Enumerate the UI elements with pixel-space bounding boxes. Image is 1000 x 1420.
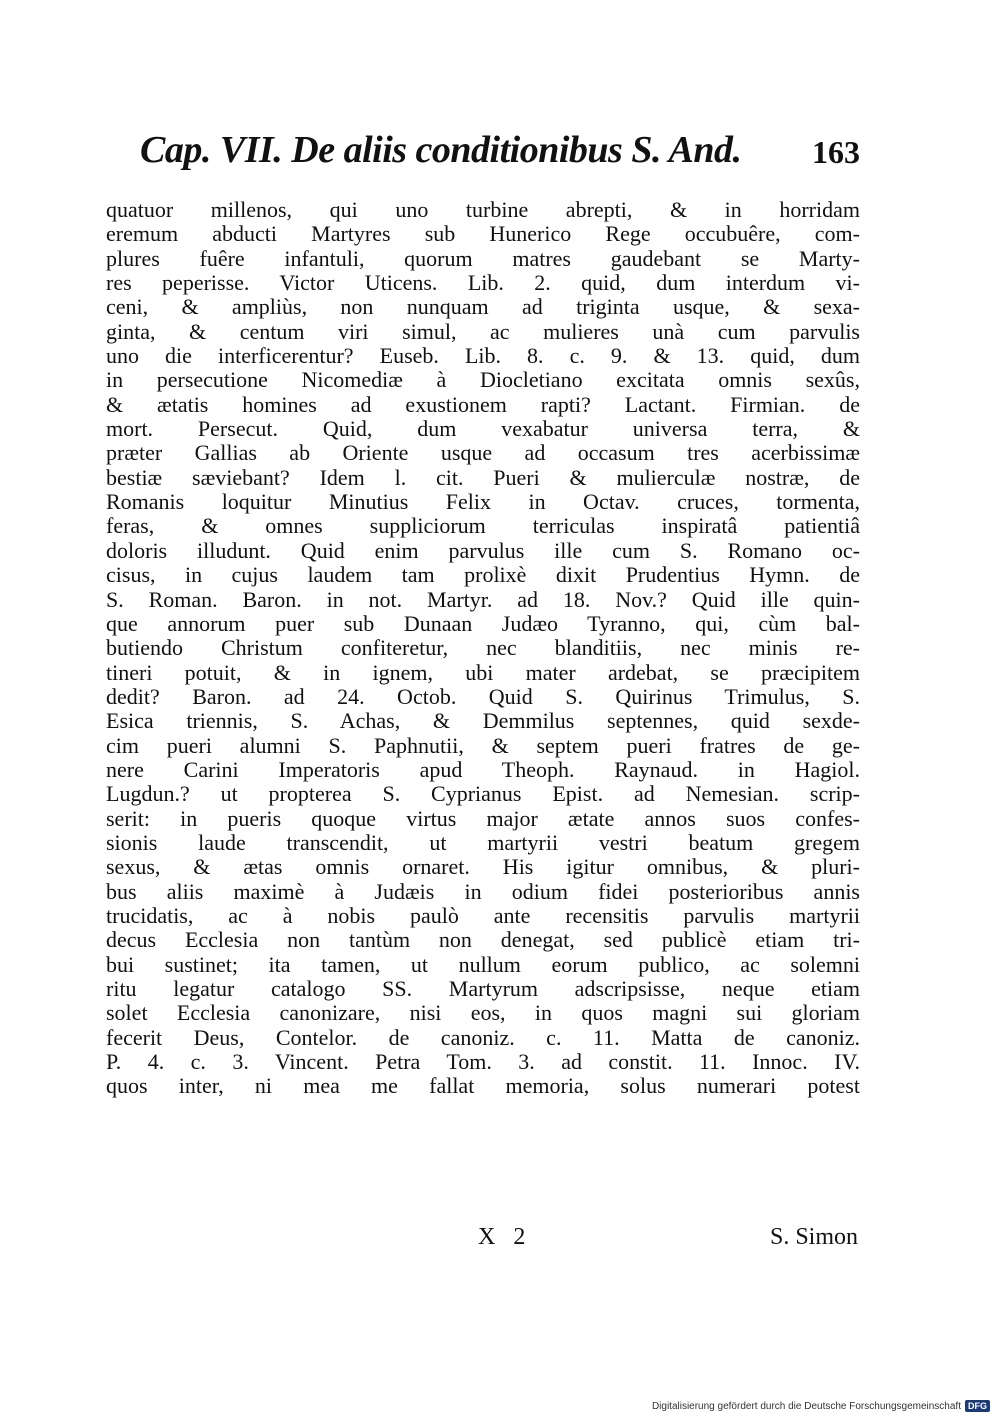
text-line: uno die interficerentur? Euseb. Lib. 8. c. 9. & 13. quid, dum	[106, 344, 860, 369]
text-line: cisus, in cujus laudem tam prolixè dixit Prudentius Hymn. de	[106, 563, 860, 588]
text-line: butiendo Christum confiteretur, nec blanditiis, nec minis re-	[106, 636, 860, 661]
credit-text: Digitalisierung gefördert durch die Deutsche Forschungsgemeinschaft	[651, 1400, 961, 1412]
text-line: bui sustinet; ita tamen, ut nullum eorum publico, ac solemni	[106, 952, 860, 977]
digitization-credit	[652, 1400, 990, 1412]
body-text	[106, 198, 860, 1099]
text-line: in persecutione Nicomediæ à Diocletiano excitata omnis sexûs,	[106, 368, 860, 393]
text-line: Lugdun.? ut propterea S. Cyprianus Epist. ad Nemesian. scrip-	[106, 782, 860, 807]
text-line: solet Ecclesia canonizare, nisi eos, in quos magni sui gloriam	[106, 1001, 860, 1026]
text-line: cim pueri alumni S. Paphnutii, & septem pueri fratres de ge-	[106, 733, 860, 758]
text-line: præter Gallias ab Oriente usque ad occasum tres acerbissimæ	[106, 441, 860, 466]
text-line: ginta, & centum viri simul, ac mulieres unà cum parvulis	[106, 319, 860, 344]
text-line: dedit? Baron. ad 24. Octob. Quid S. Quirinus Trimulus, S.	[106, 684, 860, 709]
text-line: sexus, & ætas omnis ornaret. His igitur omnibus, & pluri-	[106, 855, 860, 880]
text-line: S. Roman. Baron. in not. Martyr. ad 18. Nov.? Quid ille quin-	[106, 587, 860, 612]
running-title: Cap. VII. De aliis conditionibus S. And.	[140, 129, 742, 171]
text-line: quatuor millenos, qui uno turbine abrepti, & in horridam	[106, 198, 860, 222]
text-line: bus aliis maximè à Judæis in odium fidei posterioribus annis	[106, 879, 860, 904]
text-line: sionis laude transcendit, ut martyrii vestri beatum gregem	[106, 830, 860, 855]
text-line: Esica triennis, S. Achas, & Demmilus septennes, quid sexde-	[106, 709, 860, 734]
text-line: res peperisse. Victor Uticens. Lib. 2. quid, dum interdum vi-	[106, 271, 860, 296]
text-line: eremum abducti Martyres sub Hunerico Rege occubuêre, com-	[106, 222, 860, 247]
text-line: doloris illudunt. Quid enim parvulus ille cum S. Romano oc-	[106, 538, 860, 563]
catchword: S. Simon	[769, 1224, 858, 1250]
text-line: mort. Persecut. Quid, dum vexabatur universa terra, &	[106, 417, 860, 442]
text-line: P. 4. c. 3. Vincent. Petra Tom. 3. ad constit. 11. Innoc. IV.	[106, 1050, 860, 1075]
text-line: que annorum puer sub Dunaan Judæo Tyranno, qui, cùm bal-	[106, 611, 860, 636]
text-line: ceni, & ampliùs, non nunquam ad triginta usque, & sexa-	[106, 295, 860, 320]
dfg-logo: DFG	[965, 1400, 990, 1412]
text-line: trucidatis, ac à nobis paulò ante recensitis parvulis martyrii	[106, 903, 860, 928]
text-line: ritu legatur catalogo SS. Martyrum adscripsisse, neque etiam	[106, 977, 860, 1001]
signature-mark: X 2	[478, 1224, 532, 1250]
text-line: decus Ecclesia non tantùm non denegat, sed publicè etiam tri-	[106, 928, 860, 953]
text-line: serit: in pueris quoque virtus major ætate annos suos confes-	[106, 806, 860, 831]
text-line: feras, & omnes suppliciorum terriculas inspiratâ patientiâ	[106, 514, 860, 539]
text-line: nere Carini Imperatoris apud Theoph. Raynaud. in Hagiol.	[106, 757, 860, 782]
text-line: fecerit Deus, Contelor. de canoniz. c. 11. Matta de canoniz.	[106, 1025, 860, 1050]
text-line: & ætatis homines ad exustionem rapti? Lactant. Firmian. de	[106, 392, 860, 417]
text-line: tineri potuit, & in ignem, ubi mater ardebat, se præcipitem	[106, 660, 860, 685]
text-line: Romanis loquitur Minutius Felix in Octav. cruces, tormenta,	[106, 490, 860, 515]
text-line: bestiæ sæviebant? Idem l. cit. Pueri & mulierculæ nostræ, de	[106, 465, 860, 490]
text-line: plures fuêre infantuli, quorum matres gaudebant se Marty-	[106, 246, 860, 271]
running-header	[140, 128, 860, 188]
text-line: quos inter, ni mea me fallat memoria, solus numerari potest	[106, 1074, 860, 1099]
page-number: 163	[812, 134, 860, 170]
